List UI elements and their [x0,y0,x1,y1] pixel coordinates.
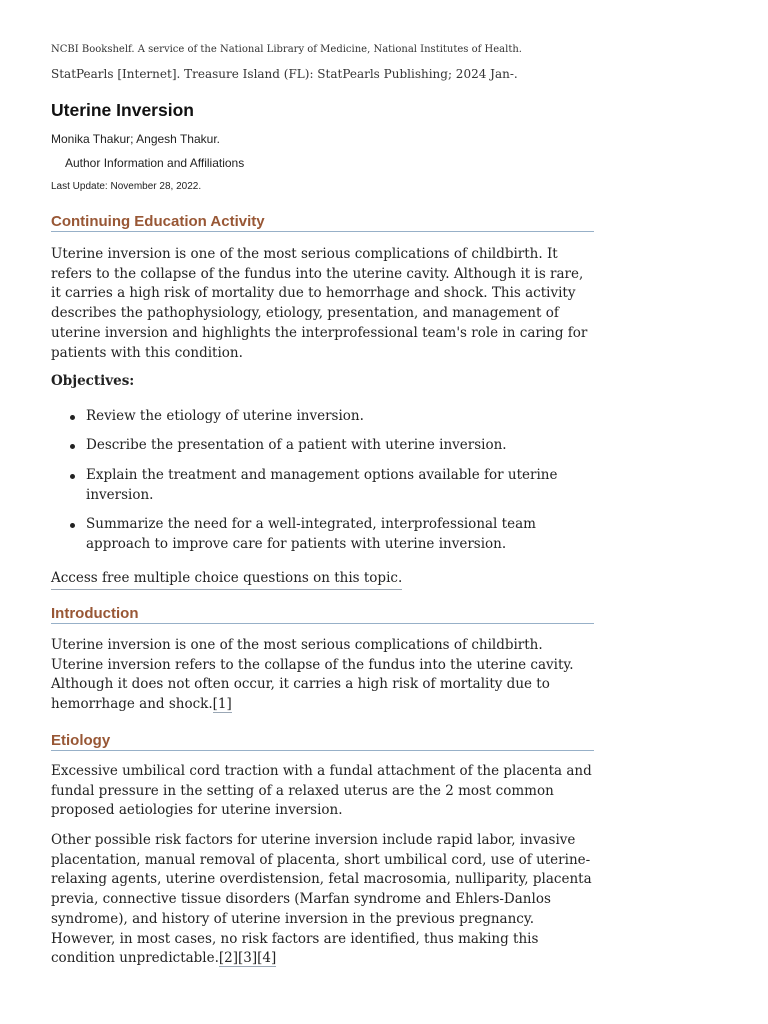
last-update: Last Update: November 28, 2022. [51,181,202,192]
objective-text: Summarize the need for a well-integrated, interprofessional team approach to improve care for patients with uterine inversion. [86,516,536,552]
bullet-icon [70,415,75,420]
etiology-text: Other possible risk factors for uterine inversion include rapid labor, invasive placentation, manual removal of placenta, short umbilical cord, use of uterine-relaxing agents, uterine overdistension, fetal macrosomia, nulliparity, placenta previa, connective tissue disorders (Marfan syndrome and Ehlers-Danlos syndrome), and history of uterine inversion in the previous pregnancy. However, in most cases, no risk factors are identified, thus making this condition unpredictable. [51,832,592,967]
continuing-education-paragraph: Uterine inversion is one of the most serious complications of childbirth. It refers to the collapse of the fundus into the uterine cavity. Although it is rare, it carries a high risk of mortality due to hemorrhage and shock. This activity describes the pathophysiology, etiology, presentation, and management of uterine inversion and highlights the interprofessional team's role in caring for patients with this condition. [51,246,588,361]
introduction-text: Uterine inversion is one of the most serious complications of childbirth. Uterine inversion refers to the collapse of the fundus into the uterine cavity. Although it does not often occur, it carries a high risk of mortality due to hemorrhage and shock. [51,637,574,713]
section-heading-etiology: Etiology [51,732,594,751]
ncbi-notice: NCBI Bookshelf. A service of the National Library of Medicine, National Institutes of Health. [51,44,522,55]
objective-text: Review the etiology of uterine inversion. [86,408,364,424]
list-item [86,407,594,427]
page-title: Uterine Inversion [51,100,194,120]
citation: StatPearls [Internet]. Treasure Island (FL): StatPearls Publishing; 2024 Jan-. [51,67,518,81]
reference-link[interactable]: [3] [238,950,258,967]
section-heading-continuing-education: Continuing Education Activity [51,213,594,232]
etiology-paragraph-2 [51,831,594,969]
authors: Monika Thakur; Angesh Thakur. [51,132,220,146]
reference-link[interactable]: [4] [257,950,277,967]
list-item [86,515,594,554]
objectives-label: Objectives: [51,373,135,389]
etiology-paragraph-1: Excessive umbilical cord traction with a fundal attachment of the placenta and fundal pressure in the setting of a relaxed uterus are the 2 most common proposed aetiologies for uterine inversion. [51,763,592,819]
reference-link[interactable]: [2] [218,950,239,967]
author-affiliations-link[interactable]: Author Information and Affiliations [65,156,245,170]
introduction-paragraph [51,636,594,715]
bullet-icon [70,444,75,449]
bullet-icon [70,523,75,528]
mcq-link[interactable]: Access free multiple choice questions on this topic. [51,569,402,590]
bullet-icon [70,474,75,479]
objective-text: Describe the presentation of a patient with uterine inversion. [86,437,507,453]
list-item [86,436,594,456]
reference-link[interactable]: [1] [212,696,232,713]
section-heading-introduction: Introduction [51,605,594,624]
objective-text: Explain the treatment and management options available for uterine inversion. [86,467,558,503]
list-item [86,466,594,505]
